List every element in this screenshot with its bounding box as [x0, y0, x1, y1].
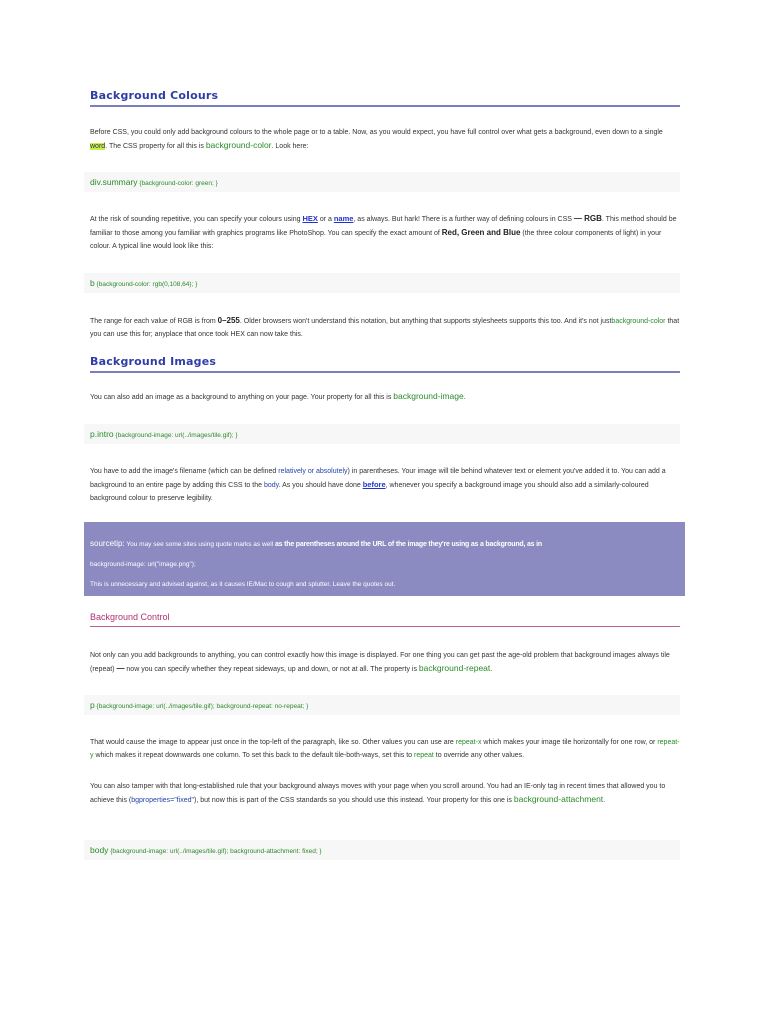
before-link[interactable]: before — [362, 480, 386, 489]
paragraph-control: Not only can you add backgrounds to anything, you can control exactly how this image is displayed. For one thing you can get past the age-old problem that background images always tile (repeat) — now you can specify whether they repeat sideways, up and down, or not at all. The property is background-repeat. — [90, 652, 670, 673]
sourcetip-code: background-image: url("image.png"); — [90, 561, 196, 568]
heading-background-control: Background Control — [90, 612, 680, 627]
bgproperties-term: bgproperties="fixed" — [131, 797, 195, 804]
sourcetip-box — [84, 522, 685, 596]
paragraph-rgb: At the risk of sounding repetitive, you can specify your colours using HEX or a name, as always. But hark! There is a further way of defining colours in CSS — RGB. This method should be familiar to those among you familiar with graphics programs like PhotoShop. You can specify the exact amount of Red, Green and Blue (the three colour components of light) in your colour. A typical line would look like this: — [90, 214, 677, 250]
name-link[interactable]: name — [333, 214, 354, 223]
heading-background-images: Background Images — [90, 355, 680, 373]
paragraph-intro: Before CSS, you could only add background colours to the whole page or to a table. Now, as you would expect, you have full control over what gets a background, even down to a single word. The CSS property for all this is background-color. Look here: — [90, 129, 663, 150]
heading-background-colours: Background Colours — [90, 89, 680, 107]
code-example: body {background-image: url(../images/tile.gif); background-attachment: fixed; } — [84, 840, 680, 860]
paragraph-filename: You have to add the image's filename (which can be defined relatively or absolutely) in parentheses. Your image will tile behind whatever text or element you've added it to. You can add a background to an entire page by adding this CSS to the body. As you should have done before, whenever you specify a background image you should also add a similarly-coloured background colour to preserve legibility. — [90, 468, 666, 502]
relatively-absolutely-link[interactable]: relatively or absolutely — [278, 468, 348, 475]
paragraph-repeat: That would cause the image to appear just once in the top-left of the paragraph, like so. Other values you can use are repeat-x which makes your image tile horizontally for one row, or repeat-y which makes it repeat downwards one column. To set this back to the default tile-both-ways, set this to repeat to override any other values. — [90, 739, 680, 759]
hex-link[interactable]: HEX — [302, 214, 318, 223]
paragraph-range: The range for each value of RGB is from 0–255. Older browsers won't understand this notation, but anything that supports stylesheets supports this too. And it's not justbackground-color that you can use this for; anyplace that once took HEX can now take this. — [90, 316, 680, 338]
body-link[interactable]: body — [263, 482, 279, 489]
sourcetip-line: sourcetip: You may see some sites using quote marks as well as the parentheses around the URL of the image they're using as a background, as in — [90, 539, 542, 548]
code-term: background-attachment — [513, 794, 604, 804]
highlighted-word: word — [90, 143, 106, 150]
code-example: p.intro {background-image: url(../images/tile.gif); } — [84, 424, 680, 444]
code-example: b {background-color: rgb(0,108,64); } — [84, 273, 680, 293]
paragraph-attachment: You can also tamper with that long-established rule that your background always moves with your page when you scroll around. You had an IE-only tag in recent times that allowed you to achieve this (bgproperties="fixed"), but now this is part of the CSS standards so you should use this instead. Your property for this one is background-attachment. — [90, 783, 666, 804]
code-example: div.summary {background-color: green; } — [84, 172, 680, 192]
paragraph-image: You can also add an image as a background to anything on your page. Your property for all this is background-image. — [90, 391, 466, 401]
code-term: background-repeat — [418, 663, 491, 673]
code-term: background-image — [393, 391, 464, 401]
code-term: background-color — [205, 140, 272, 150]
sourcetip-label: sourcetip: — [90, 539, 125, 548]
code-term: background-color — [611, 318, 666, 325]
sourcetip-note: This is unnecessary and advised against, as it causes IE/Mac to cough and splutter. Leave the quotes out. — [90, 581, 396, 588]
code-example: p {background-image: url(../images/tile.gif); background-repeat: no-repeat; } — [84, 695, 680, 715]
